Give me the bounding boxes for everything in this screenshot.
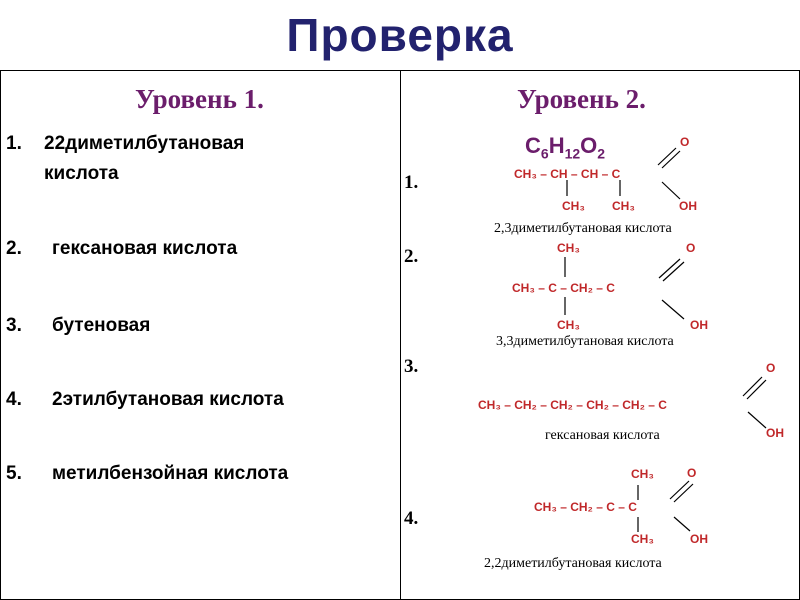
structure-4-name: 2,2диметилбутановая кислота	[484, 556, 662, 571]
level2-heading: Уровень 2.	[517, 84, 646, 114]
structure-2-oxygen: O	[686, 241, 696, 255]
structure-1-methyl-right: CH₃	[612, 199, 635, 213]
structure-4-methyl-top: CH₃	[631, 467, 654, 481]
structure-2-methyl-top: CH₃	[557, 241, 580, 255]
structure-3-hydroxyl: OH	[766, 426, 784, 440]
structure-1-main-chain: CH₃ – CH – CH – C	[514, 167, 621, 181]
item-text: 22диметилбутановая	[44, 133, 245, 154]
structure-3-main-chain: CH₃ – CH₂ – CH₂ – CH₂ – CH₂ – C	[478, 398, 667, 412]
level2-number-3: 3.	[404, 356, 419, 377]
structure-4-main-chain: CH₃ – CH₂ – C – C	[534, 500, 637, 514]
structure-1-name: 2,3диметилбутановая кислота	[494, 221, 672, 236]
item-number: 4.	[6, 389, 22, 410]
page-title: Проверка	[286, 9, 514, 61]
molecular-formula: $C_6H_{12}O_2$	[525, 133, 606, 162]
structure-4-methyl-bottom: CH₃	[631, 532, 654, 546]
structure-4-oxygen: O	[687, 466, 697, 480]
level2-number-4: 4.	[404, 508, 419, 529]
item-text: гексановая кислота	[52, 238, 238, 259]
structure-2-main-chain: CH₃ – C – CH₂ – C	[512, 281, 615, 295]
structure-2-methyl-bottom: CH₃	[557, 318, 580, 332]
item-text-continued: кислота	[44, 163, 119, 184]
structure-3-name: гексановая кислота	[545, 428, 660, 443]
item-number: 1.	[6, 133, 22, 154]
level2-number-2: 2.	[404, 246, 419, 267]
structure-1-methyl-left: CH₃	[562, 199, 585, 213]
item-text: бутеновая	[52, 315, 151, 336]
level1-heading: Уровень 1.	[135, 84, 264, 114]
structure-1-oxygen: O	[680, 135, 690, 149]
structure-1-hydroxyl: OH	[679, 199, 697, 213]
item-number: 2.	[6, 238, 22, 259]
item-text: 2этилбутановая кислота	[52, 389, 284, 410]
item-number: 3.	[6, 315, 22, 336]
level2-number-1: 1.	[404, 172, 419, 193]
item-text: метилбензойная кислота	[52, 463, 289, 484]
structure-3-oxygen: O	[766, 361, 776, 375]
structure-2-name: 3,3диметилбутановая кислота	[496, 334, 674, 349]
structure-4-hydroxyl: OH	[690, 532, 708, 546]
item-number: 5.	[6, 463, 22, 484]
structure-2-hydroxyl: OH	[690, 318, 708, 332]
